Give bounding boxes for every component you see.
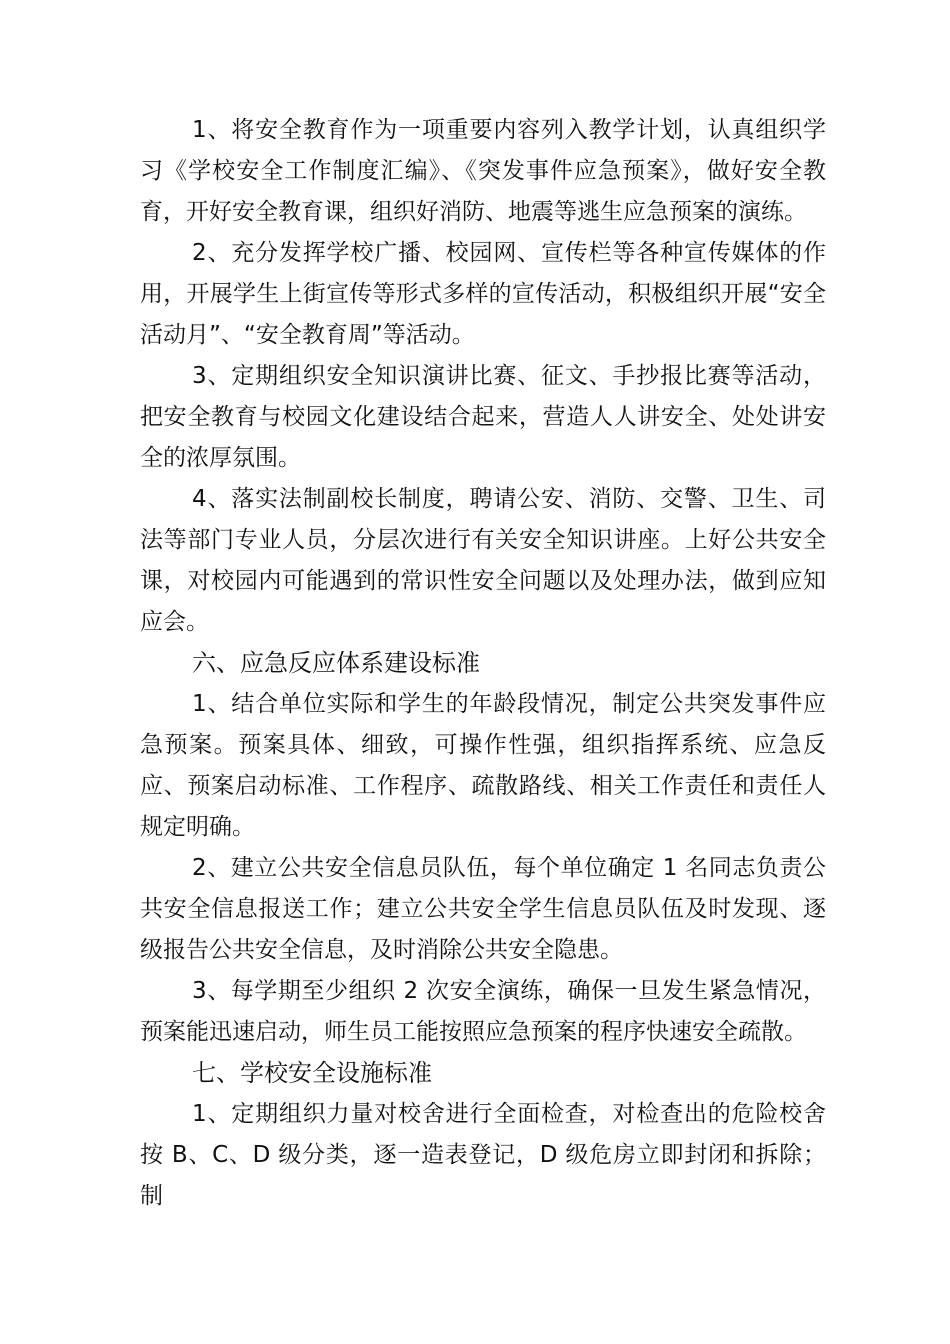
paragraph-publicity-media: 2、充分发挥学校广播、校园网、宣传栏等各种宣传媒体的作用，开展学生上街宣传等形式多样的宣传活动，积极组织开展“安全活动月”、“安全教育周”等活动。 bbox=[140, 240, 826, 348]
paragraph-knowledge-contests: 3、定期组织安全知识演讲比赛、征文、手抄报比赛等活动，把安全教育与校园文化建设结合起来，营造人人讲安全、处处讲安全的浓厚氛围。 bbox=[140, 363, 826, 471]
document-body bbox=[140, 110, 826, 1217]
section-heading-safety-facilities: 七、学校安全设施标准 bbox=[192, 1059, 432, 1087]
paragraph-safety-education-plan: 1、将安全教育作为一项重要内容列入教学计划，认真组织学习《学校安全工作制度汇编》、《突发事件应急预案》，做好安全教育，开好安全教育课，组织好消防、地震等逃生应急预案的演练。 bbox=[140, 117, 826, 225]
paragraph-emergency-plan: 1、结合单位实际和学生的年龄段情况，制定公共突发事件应急预案。预案具体、细致，可操作性强，组织指挥系统、应急反应、预案启动标准、工作程序、疏散路线、相关工作责任和责任人规定明确。 bbox=[140, 691, 826, 840]
paragraph-safety-info-officers: 2、建立公共安全信息员队伍，每个单位确定 1 名同志负责公共安全信息报送工作；建立公共安全学生信息员队伍及时发现、逐级报告公共安全信息，及时消除公共安全隐患。 bbox=[140, 855, 826, 963]
section-heading-emergency-response: 六、应急反应体系建设标准 bbox=[192, 649, 480, 677]
paragraph-building-inspection: 1、定期组织力量对校舍进行全面检查，对检查出的危险校舍按 B、C、D 级分类，逐一造表登记，D 级危房立即封闭和拆除；制 bbox=[140, 1101, 826, 1209]
paragraph-legal-vice-principal: 4、落实法制副校长制度，聘请公安、消防、交警、卫生、司法等部门专业人员，分层次进行有关安全知识讲座。上好公共安全课，对校园内可能遇到的常识性安全问题以及处理办法，做到应知应会。 bbox=[140, 486, 826, 635]
paragraph-safety-drills: 3、每学期至少组织 2 次安全演练，确保一旦发生紧急情况，预案能迅速启动，师生员工能按照应急预案的程序快速安全疏散。 bbox=[140, 978, 826, 1045]
